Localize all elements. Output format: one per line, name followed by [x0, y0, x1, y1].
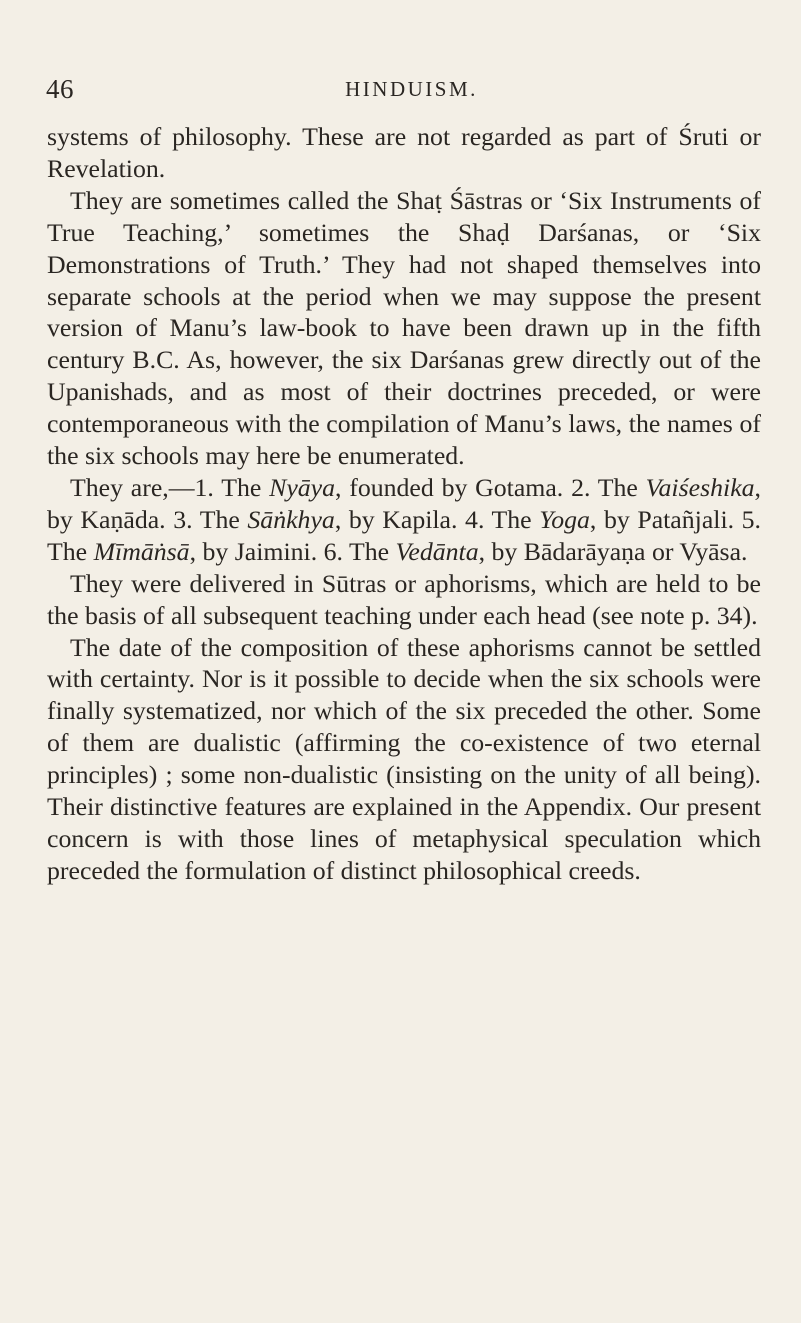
school-1-num: 1.: [194, 472, 214, 502]
school-3-name: Sāṅkhya: [247, 504, 335, 534]
school-5-name: Mīmāṅsā: [93, 536, 190, 566]
school-4-founder: , by Patañjali.: [589, 504, 735, 534]
paragraph-dating: The date of the composition of these aphorisms cannot be settled with certainty. Nor is it possible to decide when the six schools were finally systematized, nor which of the six preceded the other. Some of them are dualistic (affirming the co-existence of two eternal principles) ; some non-dualistic (insisting on the unity of all being). Their distinctive features are explained in the Appendix. Our present concern is with those lines of metaphysical speculation which preceded the formulation of distinct philosophical creeds.: [47, 632, 761, 885]
school-5-num: 5.: [741, 504, 762, 534]
paragraph-continuation: systems of philosophy. These are not regarded as part of Śruti or Revelation.: [47, 122, 761, 183]
running-title: HINDUISM.: [345, 77, 478, 101]
paragraph-schools-list: They are,—1. The Nyāya, founded by Gotama. 2. The Vaiśeshika, by Kaṇāda. 3. The Sāṅkhya, by Kapila. 4. The Yoga, by Patañjali. 5. The Mīmāṅsā, by Jaimini. 6. The Vedānta, by Bādarāyaṇa or Vyāsa.: [47, 472, 762, 566]
school-4-name: Yoga: [539, 504, 590, 534]
school-6-name: Vedānta: [395, 536, 479, 566]
school-5-founder: , by Jaimini.: [189, 536, 318, 566]
running-head: [46, 74, 757, 110]
school-6-num: 6.: [323, 536, 343, 566]
school-4-num: 4.: [465, 504, 485, 534]
school-6-founder: , by Bādarāyaṇa or Vyāsa.: [478, 536, 748, 566]
school-1-founder: , founded by Gotama.: [335, 472, 564, 502]
paragraph-names: They are sometimes called the Shaṭ Śāstras or ‘Six Instruments of True Teaching,’ sometimes the Shaḍ Darśanas, or ‘Six Demonstrations of Truth.’ They had not shaped themselves into separate schools at the period when we may suppose the present version of Manu’s law-book to have been drawn up in the fifth century B.C. As, however, the six Darśanas grew directly out of the Upanishads, and as most of their doctrines preceded, or were contemporaneous with the compilation of Manu’s laws, the names of the six schools may here be enumerated.: [47, 185, 761, 471]
school-1-name: Nyāya: [269, 472, 336, 502]
paragraph-sutras: They were delivered in Sūtras or aphorisms, which are held to be the basis of all subsequent teaching under each head (see note p. 34).: [47, 568, 761, 630]
school-2-name: Vaiśeshika: [645, 472, 755, 502]
school-2-founder: , by Kaṇāda.: [47, 472, 761, 534]
schools-intro: They are,—: [70, 472, 195, 502]
body-text: [47, 121, 761, 887]
school-2-num: 2.: [571, 472, 591, 502]
page-number: 46: [46, 74, 74, 104]
school-3-num: 3.: [173, 504, 193, 534]
school-3-founder: , by Kapila.: [334, 504, 458, 534]
